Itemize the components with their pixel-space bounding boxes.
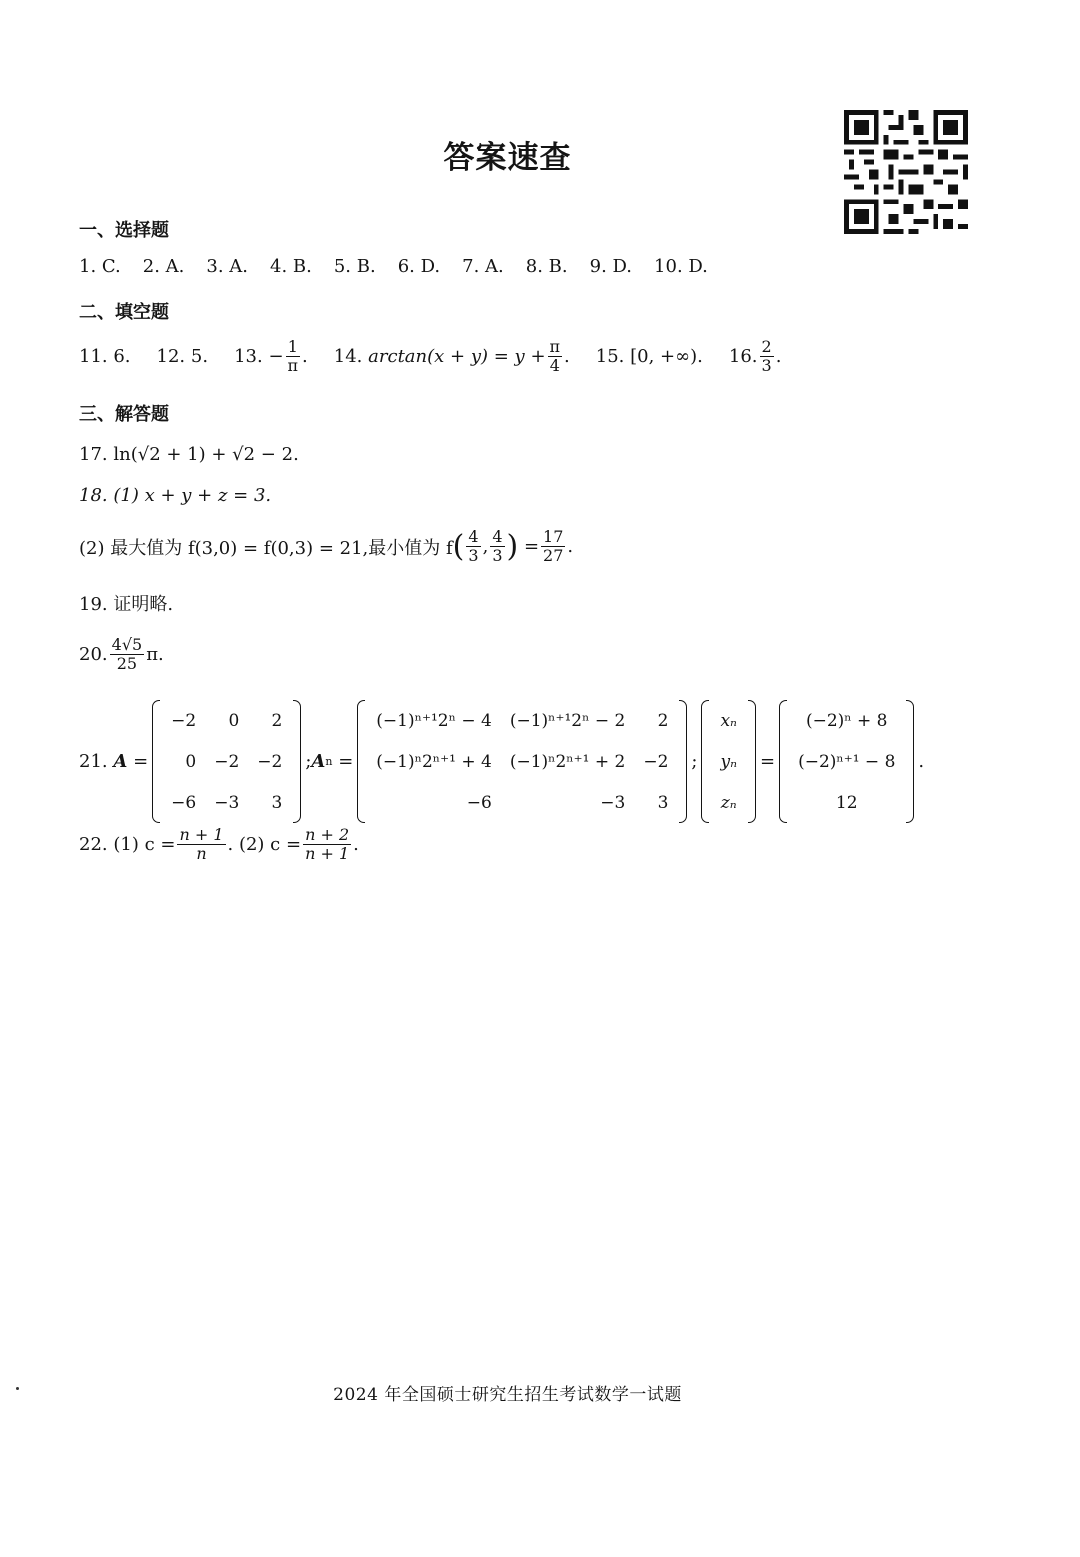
vector-xyz-cell: xₙ xyxy=(720,710,737,731)
page-title: 答案速查 xyxy=(443,140,572,176)
matrix-a-cell: −3 xyxy=(214,792,240,813)
choice-answers xyxy=(79,256,730,277)
answer-11: 11. 6. xyxy=(79,346,131,368)
vector-xyz-row xyxy=(711,782,746,823)
qr-code-icon xyxy=(844,110,968,234)
answer-8: 8. B. xyxy=(525,256,568,277)
answer-9: 9. D. xyxy=(589,256,633,277)
answer-18-part1: 18. (1) x + y + z = 3. xyxy=(79,485,272,506)
answer-2: 2. A. xyxy=(142,256,185,277)
answer-21-label: 21. xyxy=(79,751,108,772)
matrix-an-cell: (−1)ⁿ2ⁿ⁺¹ + 2 xyxy=(509,751,626,772)
answer-10: 10. D. xyxy=(654,256,708,277)
matrix-a-symbol: A xyxy=(113,751,128,772)
matrix-an-cell: (−1)ⁿ⁺¹2ⁿ − 2 xyxy=(509,710,626,731)
answer-20-tail: π. xyxy=(146,644,164,666)
matrix-a-cell: −6 xyxy=(171,792,197,813)
answer-6: 6. D. xyxy=(397,256,441,277)
answer-17: 17. ln(√2 + 1) + √2 − 2. xyxy=(79,444,299,465)
vector-result-cell: 12 xyxy=(835,792,858,813)
answer-20 xyxy=(79,636,164,674)
answer-16-label: 16. xyxy=(728,346,758,368)
answer-3: 3. A. xyxy=(206,256,248,277)
vector-result-row xyxy=(789,700,904,741)
answer-16-fraction: $\frac{2}{3}$ xyxy=(761,337,772,376)
matrix-an-cell: (−1)ⁿ2ⁿ⁺¹ + 4 xyxy=(376,751,492,772)
vector-xyz-row xyxy=(711,741,746,782)
matrix-a-power-n xyxy=(357,700,687,823)
matrix-a-cell: 2 xyxy=(271,710,283,731)
answer-1: 1. C. xyxy=(79,256,121,277)
section-heading-solve: 三、解答题 xyxy=(79,404,169,425)
matrix-an-symbol: A xyxy=(311,751,326,772)
answer-7: 7. A. xyxy=(462,256,504,277)
answer-22-fraction-2: $\frac{n + 2}{n + 1}$ xyxy=(305,825,350,864)
matrix-an-cell: −3 xyxy=(600,792,626,813)
answer-15: 15. [0, +∞). xyxy=(595,346,703,368)
matrix-a-cell: 3 xyxy=(271,792,283,813)
answer-20-label: 20. xyxy=(79,644,108,666)
answer-18-result: $\frac{17}{27}$ xyxy=(543,527,564,566)
matrix-an-cell: −2 xyxy=(643,751,669,772)
matrix-an-cell: −6 xyxy=(466,792,492,813)
answer-14-fraction: $\frac{\pi}{4}$ xyxy=(549,337,561,376)
answer-18-part2-text: (2) 最大值为 f(3,0) = f(0,3) = 21,最小值为 f xyxy=(79,537,453,559)
answer-18-fraction-a: $\frac{4}{3}$ xyxy=(468,527,479,566)
answer-18-fraction-b: $\frac{4}{3}$ xyxy=(492,527,503,566)
answer-13-sign: − xyxy=(268,346,284,368)
vector-result-row xyxy=(789,741,904,782)
fill-answers: 11. 6. 12. 5. 13. − $\frac{1}{\pi}$ . 14. arctan(x + y) = y + $\frac{\pi}{4}$ . 15. [0, +∞). 16. $\frac{2}{3}$ . xyxy=(79,337,782,376)
vector-result-cell: (−2)ⁿ + 8 xyxy=(805,710,888,731)
matrix-a-cell: −2 xyxy=(214,751,240,772)
matrix-a xyxy=(152,700,301,823)
answer-14-expression: arctan(x + y) = y + xyxy=(368,346,546,368)
vector-result xyxy=(779,700,914,823)
answer-13-label: 13. xyxy=(234,346,263,368)
vector-xyz-cell: zₙ xyxy=(720,792,737,813)
matrix-a-row xyxy=(162,782,291,823)
answer-22: 22. (1) c = $\frac{n + 1}{n}$ . (2) c = $\frac{n + 2}{n + 1}$ . xyxy=(79,825,359,864)
answer-18-part2: (2) 最大值为 f(3,0) = f(0,3) = 21,最小值为 f ( $\frac{4}{3}$ , $\frac{4}{3}$ ) = $\frac{17}{27}$ . xyxy=(79,527,574,566)
answer-22-label: 22. (1) c = xyxy=(79,834,176,856)
answer-22-fraction-1: $\frac{n + 1}{n}$ xyxy=(179,825,224,864)
vector-xyz xyxy=(701,700,756,823)
matrix-a-cell: 0 xyxy=(228,710,240,731)
matrix-an-cell: (−1)ⁿ⁺¹2ⁿ − 4 xyxy=(376,710,492,731)
matrix-an-cell: 3 xyxy=(657,792,669,813)
matrix-an-cell: 2 xyxy=(657,710,669,731)
page-footer: 2024 年全国硕士研究生招生考试数学一试题 xyxy=(333,1385,682,1405)
vector-xyz-cell: yₙ xyxy=(720,751,737,772)
answer-12: 12. 5. xyxy=(156,346,209,368)
answer-13-fraction: $\frac{1}{\pi}$ xyxy=(287,337,299,376)
vector-result-cell: (−2)ⁿ⁺¹ − 8 xyxy=(798,751,896,772)
answer-5: 5. B. xyxy=(333,256,376,277)
answer-22-middle: . (2) c = xyxy=(227,834,302,856)
vector-result-row xyxy=(789,782,904,823)
answer-20-fraction: $\frac{4√5}{25}$ xyxy=(111,635,143,674)
vector-xyz-row xyxy=(711,700,746,741)
matrix-a-cell: −2 xyxy=(257,751,283,772)
answer-21: 21. A = −2 0 2 0 −2 −2 −6 −3 3 ; A n = (−1)ⁿ⁺¹2ⁿ − 4 (−1)ⁿ⁺¹2ⁿ − 2 2 (−1)ⁿ2ⁿ⁺¹ + 4 (−1)ⁿ2ⁿ⁺¹ + 2 −2 −6 −3 3 ; xₙ yₙ zₙ = (−2)ⁿ + 8 (−2)ⁿ⁺¹ − 8 12 . xyxy=(79,700,924,823)
matrix-a-row xyxy=(162,700,291,741)
answer-4: 4. B. xyxy=(270,256,312,277)
section-heading-fill: 二、填空题 xyxy=(79,302,169,323)
section-heading-choice: 一、选择题 xyxy=(79,220,169,241)
matrix-a-row xyxy=(162,741,291,782)
answer-14-label: 14. xyxy=(333,346,363,368)
matrix-an-row xyxy=(367,782,677,823)
answer-19: 19. 证明略. xyxy=(79,594,174,615)
matrix-a-cell: −2 xyxy=(171,710,197,731)
matrix-an-row xyxy=(367,741,677,782)
matrix-a-cell: 0 xyxy=(185,751,197,772)
matrix-an-row xyxy=(367,700,677,741)
